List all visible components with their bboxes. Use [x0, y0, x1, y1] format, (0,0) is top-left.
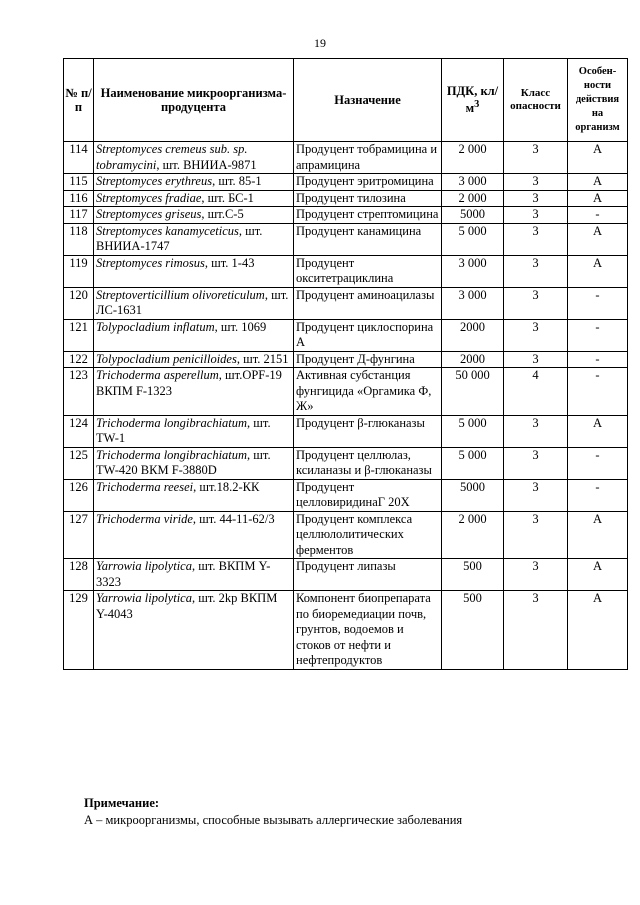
microorganism-name [94, 591, 294, 670]
latin-name: Trichoderma asperellum [96, 368, 219, 382]
table-row [64, 447, 628, 479]
table-row [64, 319, 628, 351]
strain-name: , шт. 2kp ВКПМ Y-4043 [96, 591, 278, 621]
strain-name: , шт. TW-1 [96, 415, 271, 445]
hazard-class-cell: 3 [504, 447, 568, 479]
row-number: 123 [64, 368, 94, 416]
feature-cell: - [568, 447, 628, 479]
hazard-class-cell: 3 [504, 223, 568, 255]
page-number: 19 [314, 36, 326, 50]
table-row [64, 142, 628, 174]
header-feature: Особен-ности действия на организм [568, 59, 628, 142]
microorganism-name [94, 223, 294, 255]
strain-name: , шт.18.2-КК [193, 479, 260, 494]
feature-cell: - [568, 368, 628, 416]
row-number: 117 [64, 207, 94, 224]
pdk-cell: 2 000 [442, 511, 504, 559]
pdk-cell: 500 [442, 559, 504, 591]
feature-cell: А [568, 190, 628, 207]
pdk-cell: 3 000 [442, 255, 504, 287]
feature-cell: А [568, 223, 628, 255]
row-number: 121 [64, 319, 94, 351]
latin-name: Trichoderma longibrachiatum [96, 447, 248, 462]
table-row [64, 223, 628, 255]
pdk-cell: 3 000 [442, 174, 504, 191]
feature-cell: - [568, 319, 628, 351]
pdk-cell: 5 000 [442, 223, 504, 255]
hazard-class-cell: 3 [504, 207, 568, 224]
strain-name: , шт. 1069 [214, 319, 267, 334]
microorganism-name [94, 415, 294, 447]
latin-name: Streptomyces erythreus [96, 174, 213, 188]
latin-name: Trichoderma viride [96, 511, 193, 526]
latin-name: Tolypocladium inflatum [96, 319, 215, 334]
feature-cell: - [568, 479, 628, 511]
table-row [64, 591, 628, 670]
header-pdk-label: ПДК, кл/м [446, 84, 499, 116]
pdk-cell: 5 000 [442, 415, 504, 447]
purpose-cell: Продуцент целлюлаз, ксиланазы и β-глюканазы [294, 447, 442, 479]
feature-cell: А [568, 511, 628, 559]
microorganism-name [94, 511, 294, 559]
table-row [64, 351, 628, 368]
pdk-cell: 5 000 [442, 447, 504, 479]
microorganism-name [94, 479, 294, 511]
feature-cell: А [568, 142, 628, 174]
latin-name: Streptomyces griseus [96, 207, 202, 221]
latin-name: Trichoderma longibrachiatum [96, 415, 248, 430]
purpose-cell: Продуцент стрептомицина [294, 207, 442, 224]
pdk-cell: 2000 [442, 319, 504, 351]
pdk-cell: 2 000 [442, 190, 504, 207]
microorganism-name [94, 255, 294, 287]
hazard-class-cell: 3 [504, 142, 568, 174]
table-row [64, 559, 628, 591]
purpose-cell: Продуцент липазы [294, 559, 442, 591]
latin-name: Streptomyces rimosus [96, 255, 205, 270]
feature-cell: - [568, 287, 628, 319]
purpose-cell: Активная субстанция фунгицида «Оргамика Ф, Ж» [294, 368, 442, 416]
microorganism-name [94, 319, 294, 351]
row-number: 126 [64, 479, 94, 511]
purpose-cell: Продуцент целловиридинаГ 20Х [294, 479, 442, 511]
feature-cell: А [568, 255, 628, 287]
strain-name: , шт.С-5 [201, 207, 244, 221]
table-row [64, 207, 628, 224]
microorganism-name [94, 287, 294, 319]
row-number: 119 [64, 255, 94, 287]
table-row [64, 479, 628, 511]
strain-name: , шт. 44-11-62/3 [192, 511, 275, 526]
hazard-class-cell: 3 [504, 351, 568, 368]
header-num: № п/п [64, 59, 94, 142]
strain-name: , шт. 1-43 [204, 255, 255, 270]
pdk-cell: 50 000 [442, 368, 504, 416]
note-text: А – микроорганизмы, способные вызывать аллергические заболевания [84, 813, 463, 827]
latin-name: Trichoderma reesei [96, 479, 194, 494]
purpose-cell: Продуцент циклоспорина А [294, 319, 442, 351]
purpose-cell: Продуцент β-глюканазы [294, 415, 442, 447]
table-row [64, 511, 628, 559]
header-class: Класс опасности [504, 59, 568, 142]
strain-name: , шт. 2151 [236, 351, 289, 366]
pdk-cell: 2000 [442, 351, 504, 368]
pdk-cell: 3 000 [442, 287, 504, 319]
latin-name: Yarrowia lipolytica [96, 591, 192, 605]
purpose-cell: Продуцент канамицина [294, 223, 442, 255]
purpose-cell: Продуцент аминоацилазы [294, 287, 442, 319]
row-number: 122 [64, 351, 94, 368]
row-number: 129 [64, 591, 94, 670]
latin-name: Tolypocladium penicilloides [96, 351, 237, 366]
strain-name: , шт. ЛС-1631 [96, 287, 289, 317]
microorganism-name [94, 368, 294, 416]
hazard-class-cell: 3 [504, 415, 568, 447]
strain-name: , шт. ВНИИА-1747 [96, 223, 263, 253]
latin-name: Yarrowia lipolytica [96, 559, 192, 573]
table-row [64, 174, 628, 191]
feature-cell: - [568, 207, 628, 224]
table-row [64, 368, 628, 416]
microorganism-name [94, 559, 294, 591]
microorganism-name [94, 190, 294, 207]
strain-name: , шт. БС-1 [201, 190, 254, 205]
pdk-cell: 2 000 [442, 142, 504, 174]
microorganism-name [94, 207, 294, 224]
feature-cell: А [568, 415, 628, 447]
hazard-class-cell: 3 [504, 511, 568, 559]
feature-cell: А [568, 174, 628, 191]
hazard-class-cell: 3 [504, 255, 568, 287]
latin-name: Streptomyces cremeus sub. sp. tobramycini [96, 142, 248, 172]
feature-cell: - [568, 351, 628, 368]
purpose-cell: Продуцент тобрамицина и апрамицина [294, 142, 442, 174]
hazard-class-cell: 3 [504, 559, 568, 591]
table-header-row [64, 59, 628, 142]
hazard-class-cell: 3 [504, 190, 568, 207]
row-number: 114 [64, 142, 94, 174]
header-pdk [442, 59, 504, 142]
purpose-cell: Продуцент тилозина [294, 190, 442, 207]
purpose-cell: Продуцент Д-фунгина [294, 351, 442, 368]
hazard-class-cell: 3 [504, 174, 568, 191]
hazard-class-cell: 3 [504, 591, 568, 670]
pdk-cell: 500 [442, 591, 504, 670]
hazard-class-cell: 3 [504, 319, 568, 351]
row-number: 124 [64, 415, 94, 447]
hazard-class-cell: 3 [504, 479, 568, 511]
row-number: 120 [64, 287, 94, 319]
latin-name: Streptoverticillium olivoreticulum [96, 287, 265, 302]
table-row [64, 255, 628, 287]
purpose-cell: Продуцент эритромицина [294, 174, 442, 191]
strain-name: , шт. ВКПМ Y-3323 [96, 559, 271, 589]
table-row [64, 415, 628, 447]
strain-name: , шт. TW-420 ВКМ F-3880D [96, 447, 271, 477]
pdk-cell: 5000 [442, 479, 504, 511]
strain-name: , шт.OPF-19 ВКПМ F-1323 [96, 368, 282, 398]
feature-cell: А [568, 591, 628, 670]
table-row [64, 287, 628, 319]
row-number: 128 [64, 559, 94, 591]
purpose-cell: Продуцент окситетрациклина [294, 255, 442, 287]
microorganism-name [94, 174, 294, 191]
header-pdk-sup: 3 [474, 99, 480, 111]
latin-name: Streptomyces fradiae [96, 190, 202, 205]
row-number: 118 [64, 223, 94, 255]
microorganism-name [94, 351, 294, 368]
row-number: 127 [64, 511, 94, 559]
microorganism-name [94, 142, 294, 174]
pdk-cell: 5000 [442, 207, 504, 224]
latin-name: Streptomyces kanamyceticus [96, 223, 239, 238]
feature-cell: А [568, 559, 628, 591]
hazard-class-cell: 3 [504, 287, 568, 319]
microorganism-name [94, 447, 294, 479]
purpose-cell: Продуцент комплекса целлюлолитических ферментов [294, 511, 442, 559]
row-number: 125 [64, 447, 94, 479]
strain-name: , шт. 85-1 [212, 174, 262, 188]
header-name: Наименование микроорганизма-продуцента [94, 59, 294, 142]
header-purpose: Назначение [294, 59, 442, 142]
purpose-cell: Компонент биопрепарата по биоремедиации почв, грунтов, водоемов и стоков от нефти и нефтепродуктов [294, 591, 442, 670]
hazard-class-cell: 4 [504, 368, 568, 416]
row-number: 115 [64, 174, 94, 191]
row-number: 116 [64, 190, 94, 207]
table-row [64, 190, 628, 207]
note-title: Примечание: [84, 796, 160, 810]
producers-table [63, 58, 628, 670]
strain-name: , шт. ВНИИА-9871 [156, 157, 257, 172]
